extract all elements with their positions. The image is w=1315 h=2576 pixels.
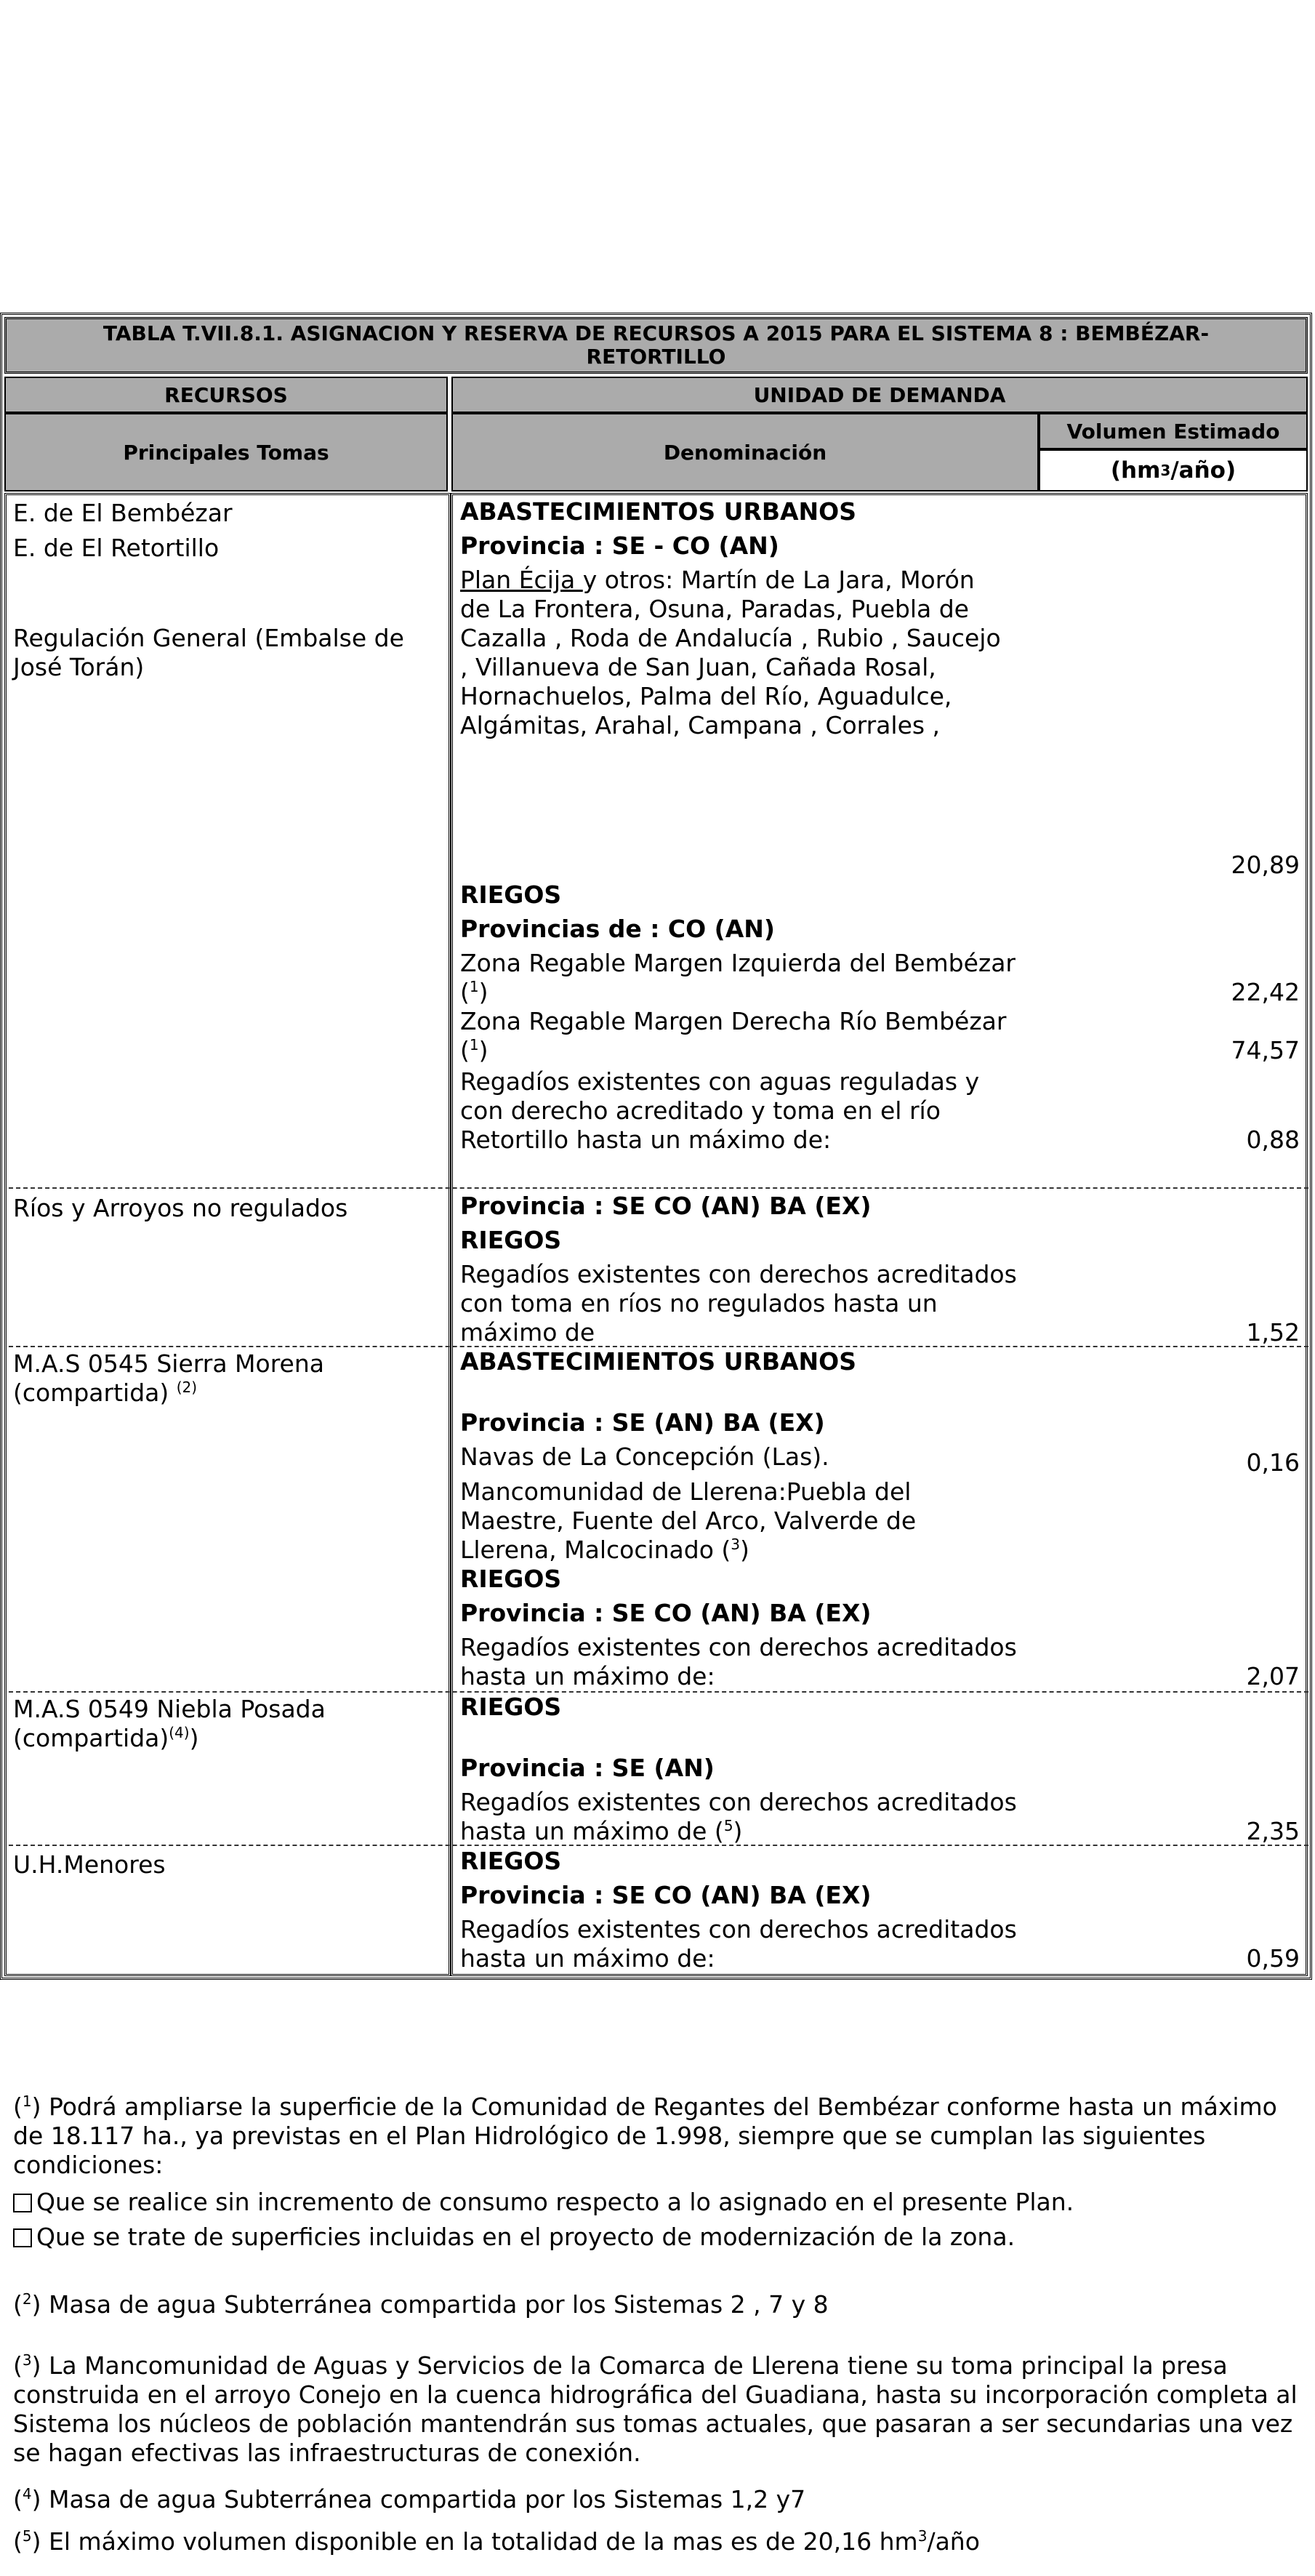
- demand-description-line: Zona Regable Margen Izquierda del Bembézar: [460, 949, 1016, 977]
- demand-description-line: [460, 1536, 749, 1565]
- demand-description-line: Zona Regable Margen Derecha Río Bembézar: [460, 1007, 1007, 1035]
- resource-rios-arroyos: Ríos y Arroyos no regulados: [13, 1194, 348, 1222]
- demand-description-line: con derecho acreditado y toma en el río: [460, 1096, 941, 1125]
- demand-description-line: , Villanueva de San Juan, Cañada Rosal,: [460, 653, 936, 681]
- section-heading: RIEGOS: [460, 1693, 562, 1721]
- footnote-1-condition: [13, 2223, 1303, 2252]
- checkbox-icon: [13, 2228, 32, 2247]
- unit-suffix: /año): [1170, 457, 1236, 483]
- demand-description-line: Hornachuelos, Palma del Río, Aguadulce,: [460, 682, 952, 710]
- demand-description-line: Navas de La Concepción (Las).: [460, 1443, 829, 1471]
- section-heading: RIEGOS: [460, 1226, 562, 1254]
- footnote-text: ) Podrá ampliarse la superficie de la Comunidad de Regantes del Bembézar conforme hasta un máximo de 18.117 ha., ya previstas en el Plan Hidrológico de 1.998, siempre que se cumplan las siguientes condiciones:: [13, 2093, 1277, 2179]
- ref-close: ): [189, 1724, 199, 1752]
- province-heading: Provincia : SE CO (AN) BA (EX): [460, 1881, 872, 1909]
- demand-description-line: Mancomunidad de Llerena:Puebla del: [460, 1477, 912, 1506]
- footnote-text: ) El máximo volumen disponible en la totalidad de la mas es de 20,16 hm: [31, 2527, 918, 2556]
- demand-description-line: Regadíos existentes con derechos acreditados: [460, 1260, 1017, 1288]
- volume-value: 0,59: [1246, 1944, 1300, 1973]
- province-heading: Provincia : SE (AN): [460, 1754, 715, 1782]
- volume-value: 1,52: [1246, 1318, 1300, 1347]
- province-heading: Provincia : SE (AN) BA (EX): [460, 1408, 825, 1437]
- footnote-text: ) La Mancomunidad de Aguas y Servicios de la Comarca de Llerena tiene su toma principal la presa construida en el arroyo Conejo en la cuenca hidrográfica del Guadiana, hasta su incorporación completa al Sistema los núcleos de población mantendrán sus tomas actuales, que pasaran a ser secundarias una vez se hagan efectivas las infraestructuras de conexión.: [13, 2351, 1298, 2467]
- footnote-ref: [460, 1036, 488, 1065]
- footnote-1-condition: [13, 2188, 1303, 2217]
- footnote-1: [13, 2093, 1303, 2180]
- footnote-5: [13, 2527, 1303, 2556]
- ref-close: ): [478, 978, 488, 1006]
- demand-description-line: hasta un máximo de:: [460, 1944, 715, 1973]
- volume-value: 2,07: [1246, 1662, 1300, 1690]
- demand-description-line: Retortillo hasta un máximo de:: [460, 1126, 832, 1154]
- ref-close: ): [478, 1036, 488, 1064]
- resource-mas-0545-shared: [13, 1379, 197, 1408]
- resource-uh-menores: U.H.Menores: [13, 1850, 166, 1879]
- ref-sup: (2): [176, 1379, 198, 1396]
- volume-value: 0,88: [1246, 1126, 1300, 1154]
- resource-bembezar: E. de El Bembézar: [13, 499, 233, 527]
- section-heading: RIEGOS: [460, 1847, 562, 1875]
- header-volumen-estimado: Volumen Estimado: [1039, 413, 1308, 449]
- section-heading: ABASTECIMIENTOS URBANOS: [460, 497, 856, 526]
- demand-description-line: Maestre, Fuente del Arco, Valverde de: [460, 1506, 917, 1535]
- ref-close: ): [733, 1817, 743, 1845]
- section-heading: ABASTECIMIENTOS URBANOS: [460, 1347, 856, 1376]
- row-divider: [9, 1187, 1308, 1189]
- ref-sup: 1: [469, 1036, 479, 1054]
- demand-description-line: Regadíos existentes con aguas reguladas y: [460, 1067, 980, 1096]
- footnote-text: ) Masa de agua Subterránea compartida por los Sistemas 1,2 y7: [31, 2485, 806, 2513]
- ref-sup: 5: [723, 1817, 733, 1834]
- ref-sup: 2: [22, 2290, 32, 2308]
- section-heading: RIEGOS: [460, 1565, 562, 1593]
- demand-description-line: Cazalla , Roda de Andalucía , Rubio , Saucejo: [460, 624, 1001, 652]
- ref-close: ): [740, 1536, 749, 1564]
- province-heading: Provincia : SE CO (AN) BA (EX): [460, 1192, 872, 1220]
- resource-regulacion-general-line1: Regulación General (Embalse de: [13, 624, 404, 652]
- checkbox-icon: [13, 2194, 32, 2212]
- demand-description-line: Regadíos existentes con derechos acreditados: [460, 1633, 1017, 1661]
- row-divider: [9, 1691, 1308, 1693]
- unit-suffix: /año: [927, 2527, 980, 2556]
- header-unidad-de-demanda: UNIDAD DE DEMANDA: [451, 377, 1308, 413]
- header-recursos: RECURSOS: [4, 377, 448, 413]
- plan-ecija-text: Plan Écija: [460, 566, 583, 594]
- condition-text: Que se realice sin incremento de consumo respecto a lo asignado en el presente Plan.: [36, 2188, 1074, 2216]
- footnote-2: [13, 2290, 1303, 2319]
- footnote-ref: [460, 978, 488, 1007]
- resource-retortillo: E. de El Retortillo: [13, 534, 220, 562]
- ref-open: (: [13, 2290, 23, 2319]
- volume-value: 22,42: [1231, 978, 1300, 1006]
- demand-description-line: [460, 1817, 742, 1846]
- demand-description-line: Regadíos existentes con derechos acreditados: [460, 1788, 1017, 1816]
- province-heading: Provincia : SE - CO (AN): [460, 531, 779, 560]
- volume-value: 20,89: [1231, 851, 1300, 879]
- shared-label: (compartida): [13, 1379, 177, 1407]
- section-heading: RIEGOS: [460, 880, 562, 909]
- unit-prefix: (hm: [1110, 457, 1161, 483]
- recursos-column: [4, 493, 451, 1976]
- province-heading: Provincia : SE CO (AN) BA (EX): [460, 1599, 872, 1627]
- ref-sup: 4: [22, 2485, 32, 2503]
- demand-description-rest: y otros: Martín de La Jara, Morón: [582, 566, 975, 594]
- demand-description-line: Regadíos existentes con derechos acreditados: [460, 1915, 1017, 1943]
- footnote-text: ) Masa de agua Subterránea compartida por los Sistemas 2 , 7 y 8: [31, 2290, 829, 2319]
- ref-open: (: [460, 978, 470, 1006]
- table-title-line-2: RETORTILLO: [586, 345, 726, 369]
- table-title-line-1: TABLA T.VII.8.1. ASIGNACION Y RESERVA DE RECURSOS A 2015 PARA EL SISTEMA 8 : BEMBÉZAR-: [102, 321, 1210, 345]
- table-title: [4, 317, 1308, 374]
- ref-sup: 5: [22, 2527, 32, 2545]
- volume-value: 0,16: [1246, 1448, 1300, 1477]
- demand-description-line: de La Frontera, Osuna, Paradas, Puebla de: [460, 595, 969, 623]
- demand-description-line: máximo de: [460, 1318, 595, 1347]
- ref-sup: 1: [469, 978, 479, 995]
- volume-value: 2,35: [1246, 1817, 1300, 1845]
- condition-text: Que se trate de superficies incluidas en el proyecto de modernización de la zona.: [36, 2223, 1016, 2251]
- demand-description-line: hasta un máximo de:: [460, 1662, 715, 1690]
- resource-mas-0545: M.A.S 0545 Sierra Morena: [13, 1349, 324, 1378]
- ref-open: (: [13, 2093, 23, 2121]
- ref-sup: 3: [22, 2351, 32, 2369]
- footnote-3: [13, 2351, 1303, 2468]
- volume-value: 74,57: [1231, 1036, 1300, 1064]
- line-text: Llerena, Malcocinado (: [460, 1536, 731, 1564]
- resource-regulacion-general-line2: José Torán): [13, 653, 145, 681]
- ref-open: (: [13, 2485, 23, 2513]
- ref-sup: 1: [22, 2093, 32, 2110]
- ref-open: (: [460, 1036, 470, 1064]
- resource-mas-0549: M.A.S 0549 Niebla Posada: [13, 1695, 326, 1723]
- ref-open: (: [13, 2527, 23, 2556]
- header-volume-unit: (hm 3 /año): [1039, 449, 1308, 491]
- footnote-4: [13, 2485, 1303, 2514]
- header-denominacion: Denominación: [451, 413, 1039, 491]
- ref-sup: (4): [169, 1724, 190, 1741]
- demand-description-line: [460, 566, 975, 595]
- resource-mas-0549-shared: [13, 1724, 198, 1753]
- demand-description-line: Algámitas, Arahal, Campana , Corrales ,: [460, 711, 941, 739]
- header-principales-tomas: Principales Tomas: [4, 413, 448, 491]
- province-heading: Provincias de : CO (AN): [460, 915, 775, 943]
- unit-superscript: 3: [917, 2527, 928, 2545]
- demand-description-line: con toma en ríos no regulados hasta un: [460, 1289, 938, 1317]
- ref-sup: 3: [731, 1536, 740, 1553]
- shared-label: (compartida): [13, 1724, 169, 1752]
- line-text: hasta un máximo de (: [460, 1817, 724, 1845]
- ref-open: (: [13, 2351, 23, 2380]
